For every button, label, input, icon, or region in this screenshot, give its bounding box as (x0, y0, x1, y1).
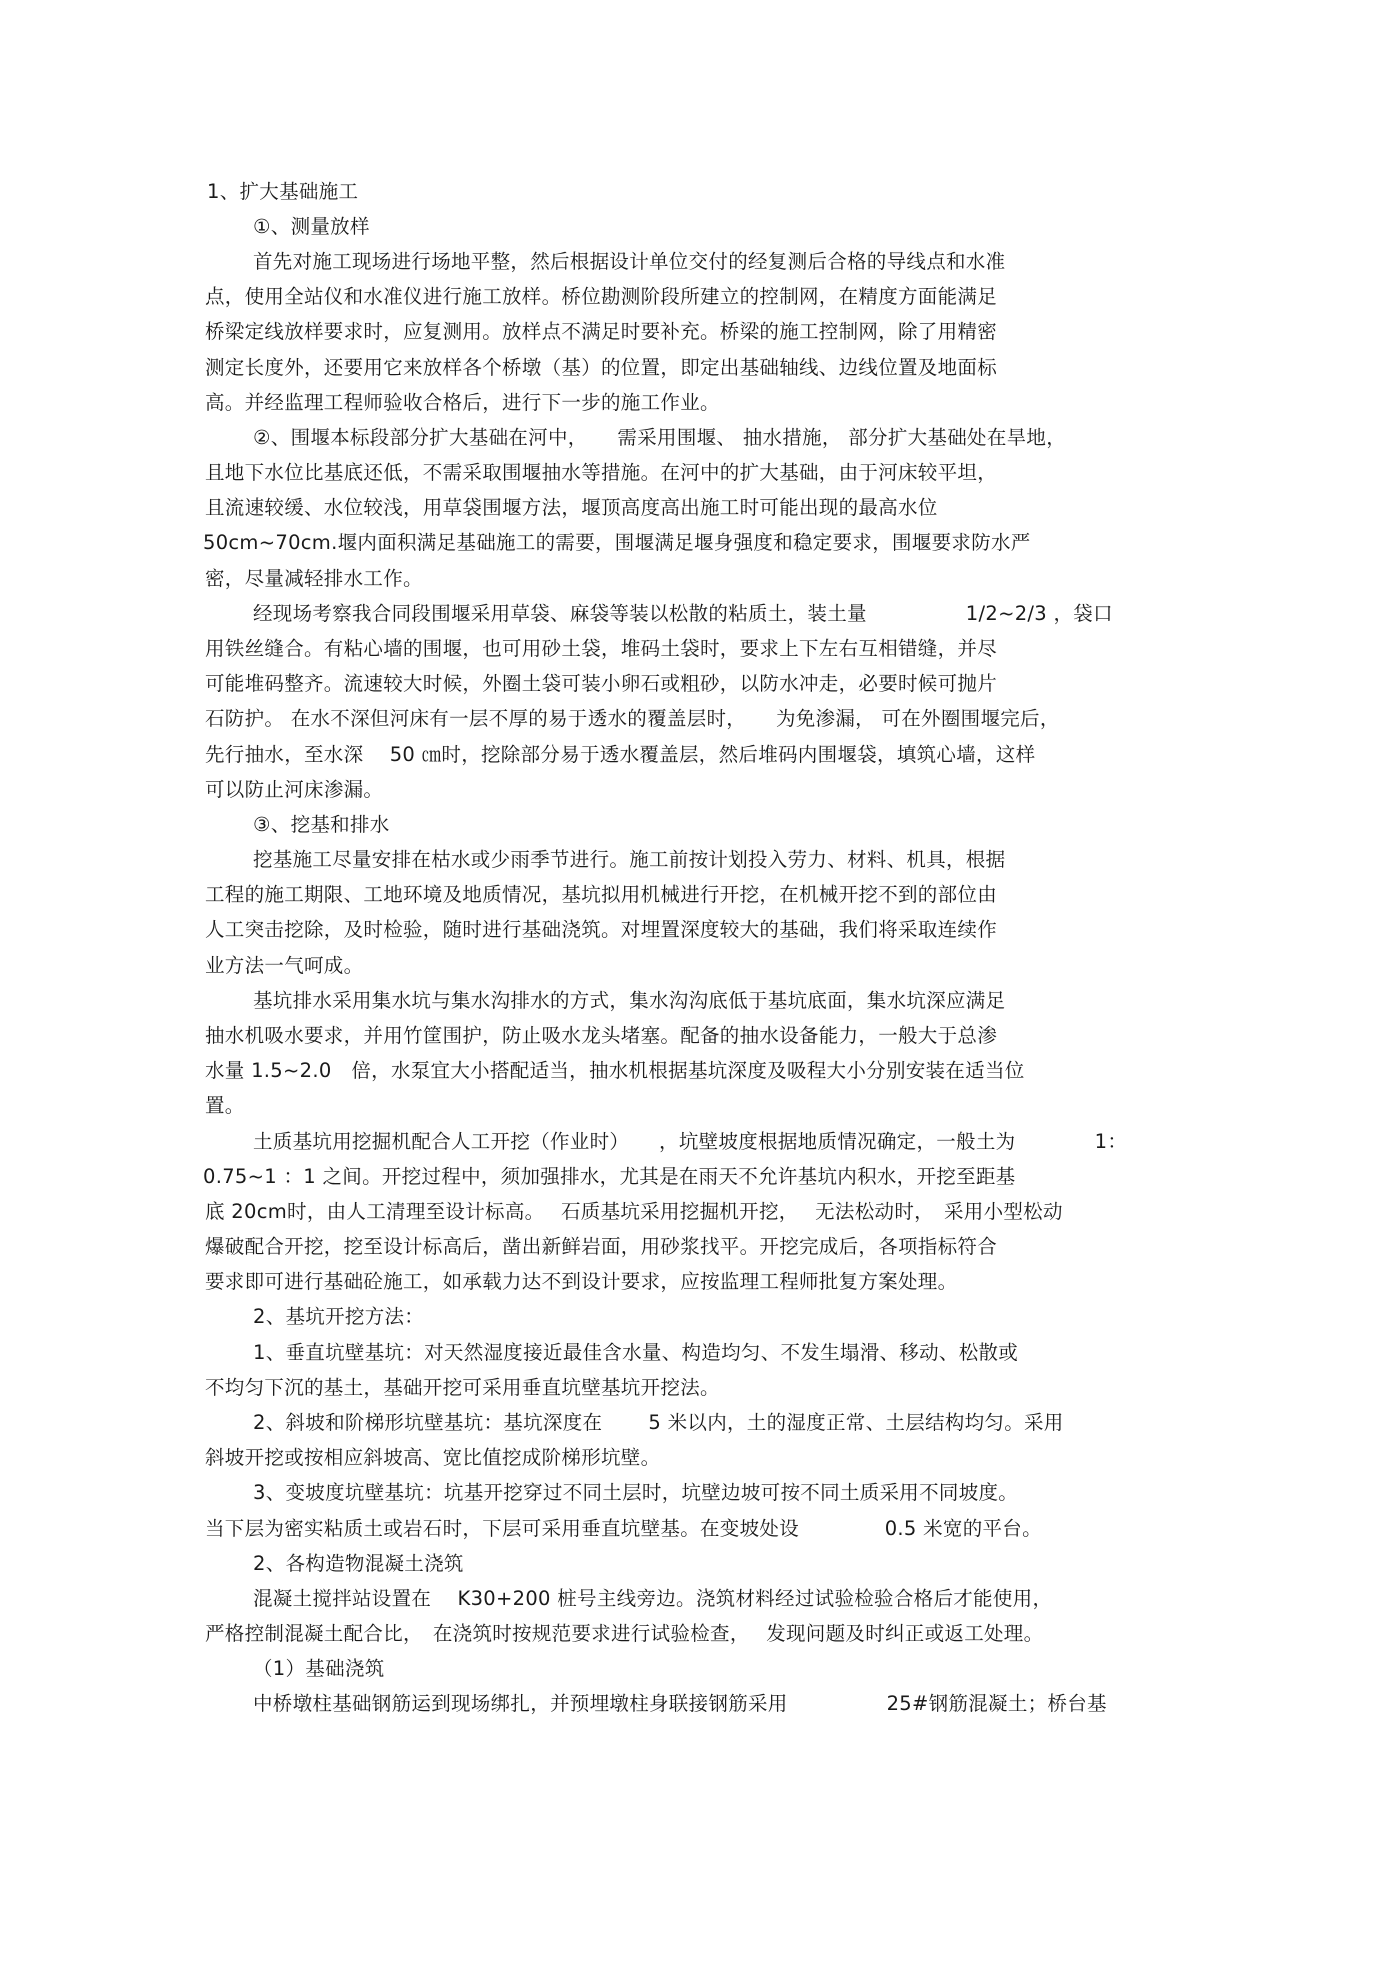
text-line: 且地下水位比基底还低，不需采取围堰抽水等措施。在河中的扩大基础，由于河床较平坦， (205, 461, 998, 484)
text-line: 爆破配合开挖，挖至设计标高后，凿出新鲜岩面，用砂浆找平。开挖完成后，各项指标符合 (205, 1235, 998, 1258)
section-heading: 2、基坑开挖方法： (253, 1305, 425, 1328)
text-line: 严格控制混凝土配合比， 在浇筑时按规范要求进行试验检查， 发现问题及时纠正或返工处理。 (205, 1622, 1044, 1645)
section-heading: 1、扩大基础施工 (207, 180, 359, 203)
text-line: 底 20cm时，由人工清理至设计标高。 石质基坑采用挖掘机开挖， 无法松动时， 采用小型松动 (205, 1200, 1063, 1223)
text-line: 2、斜坡和阶梯形坑壁基坑：基坑深度在 5 米以内，土的湿度正常、土层结构均匀。采用 (253, 1411, 1064, 1434)
text-line: 用铁丝缝合。有粘心墙的围堰，也可用砂土袋，堆码土袋时，要求上下左右互相错缝，并尽 (205, 637, 998, 660)
text-line: 且流速较缓、水位较浅，用草袋围堰方法，堰顶高度高出施工时可能出现的最高水位 (205, 496, 938, 519)
text-line: 斜坡开挖或按相应斜坡高、宽比值挖成阶梯形坑壁。 (205, 1446, 661, 1469)
text-line: 0.75~1 ：1 之间。开挖过程中，须加强排水，尤其是在雨天不允许基坑内积水，开挖至距基 (203, 1165, 1016, 1188)
section-heading: 2、各构造物混凝土浇筑 (253, 1552, 464, 1575)
text-line: 经现场考察我合同段围堰采用草袋、麻袋等装以松散的粘质土，装土量 1/2~2/3 ，袋口 (253, 602, 1113, 625)
text-line: 3、变坡度坑壁基坑：坑基开挖穿过不同土层时，坑壁边坡可按不同土质采用不同坡度。 (253, 1481, 1019, 1504)
text-line: 混凝土搅拌站设置在 K30+200 桩号主线旁边。浇筑材料经过试验检验合格后才能使用， (253, 1587, 1053, 1610)
text-line: 首先对施工现场进行场地平整，然后根据设计单位交付的经复测后合格的导线点和水准 (253, 250, 1006, 273)
text-line: 不均匀下沉的基土，基础开挖可采用垂直坑壁基坑开挖法。 (205, 1376, 720, 1399)
text-line: 桥梁定线放样要求时，应复测用。放样点不满足时要补充。桥梁的施工控制网，除了用精密 (205, 320, 998, 343)
text-line: 抽水机吸水要求，并用竹筐围护，防止吸水龙头堵塞。配备的抽水设备能力，一般大于总渗 (205, 1024, 998, 1047)
text-line: 人工突击挖除，及时检验，随时进行基础浇筑。对埋置深度较大的基础，我们将采取连续作 (205, 918, 998, 941)
text-line: 水量 1.5~2.0 倍，水泵宜大小搭配适当，抽水机根据基坑深度及吸程大小分别安装在适当位 (205, 1059, 1025, 1082)
text-line: 50cm~70cm.堰内面积满足基础施工的需要，围堰满足堰身强度和稳定要求，围堰要求防水严 (203, 531, 1031, 554)
text-line: 密，尽量减轻排水工作。 (205, 567, 423, 590)
text-line: 中桥墩柱基础钢筋运到现场绑扎，并预埋墩柱身联接钢筋采用 25#钢筋混凝土；桥台基 (253, 1692, 1107, 1715)
text-line: 置。 (205, 1094, 245, 1117)
text-line: ②、围堰本标段部分扩大基础在河中， 需采用围堰、 抽水措施， 部分扩大基础处在旱地， (253, 426, 1067, 449)
subsection-heading: ③、挖基和排水 (253, 813, 390, 836)
text-line: 土质基坑用挖掘机配合人工开挖（作业时） ，坑壁坡度根据地质情况确定，一般土为 1： (253, 1130, 1128, 1153)
text-line: 测定长度外，还要用它来放样各个桥墩（基）的位置，即定出基础轴线、边线位置及地面标 (205, 356, 998, 379)
text-line: 点，使用全站仪和水准仪进行施工放样。桥位勘测阶段所建立的控制网，在精度方面能满足 (205, 285, 998, 308)
text-line: 基坑排水采用集水坑与集水沟排水的方式，集水沟沟底低于基坑底面，集水坑深应满足 (253, 989, 1006, 1012)
text-line: 石防护。 在水不深但河床有一层不厚的易于透水的覆盖层时， 为免渗漏， 可在外圈围堰完后， (205, 707, 1060, 730)
text-line: 当下层为密实粘质土或岩石时，下层可采用垂直坑壁基。在变坡处设 0.5 米宽的平台。 (205, 1517, 1042, 1540)
subsection-heading: （1）基础浇筑 (253, 1657, 385, 1680)
text-line: 挖基施工尽量安排在枯水或少雨季节进行。施工前按计划投入劳力、材料、机具，根据 (253, 848, 1006, 871)
text-line: 工程的施工期限、工地环境及地质情况，基坑拟用机械进行开挖，在机械开挖不到的部位由 (205, 883, 998, 906)
text-line: 可以防止河床渗漏。 (205, 778, 384, 801)
text-line: 要求即可进行基础砼施工，如承载力达不到设计要求，应按监理工程师批复方案处理。 (205, 1270, 958, 1293)
text-line: 高。并经监理工程师验收合格后，进行下一步的施工作业。 (205, 391, 720, 414)
text-line: 1、垂直坑壁基坑：对天然湿度接近最佳含水量、构造均匀、不发生塌滑、移动、松散或 (253, 1341, 1019, 1364)
subsection-heading: ①、测量放样 (253, 215, 370, 238)
text-line: 业方法一气呵成。 (205, 954, 364, 977)
text-line: 先行抽水，至水深 50 ㎝时，挖除部分易于透水覆盖层，然后堆码内围堰袋，填筑心墙，这样 (205, 743, 1036, 766)
text-line: 可能堆码整齐。流速较大时候，外圈土袋可装小卵石或粗砂，以防水冲走，必要时候可抛片 (205, 672, 998, 695)
